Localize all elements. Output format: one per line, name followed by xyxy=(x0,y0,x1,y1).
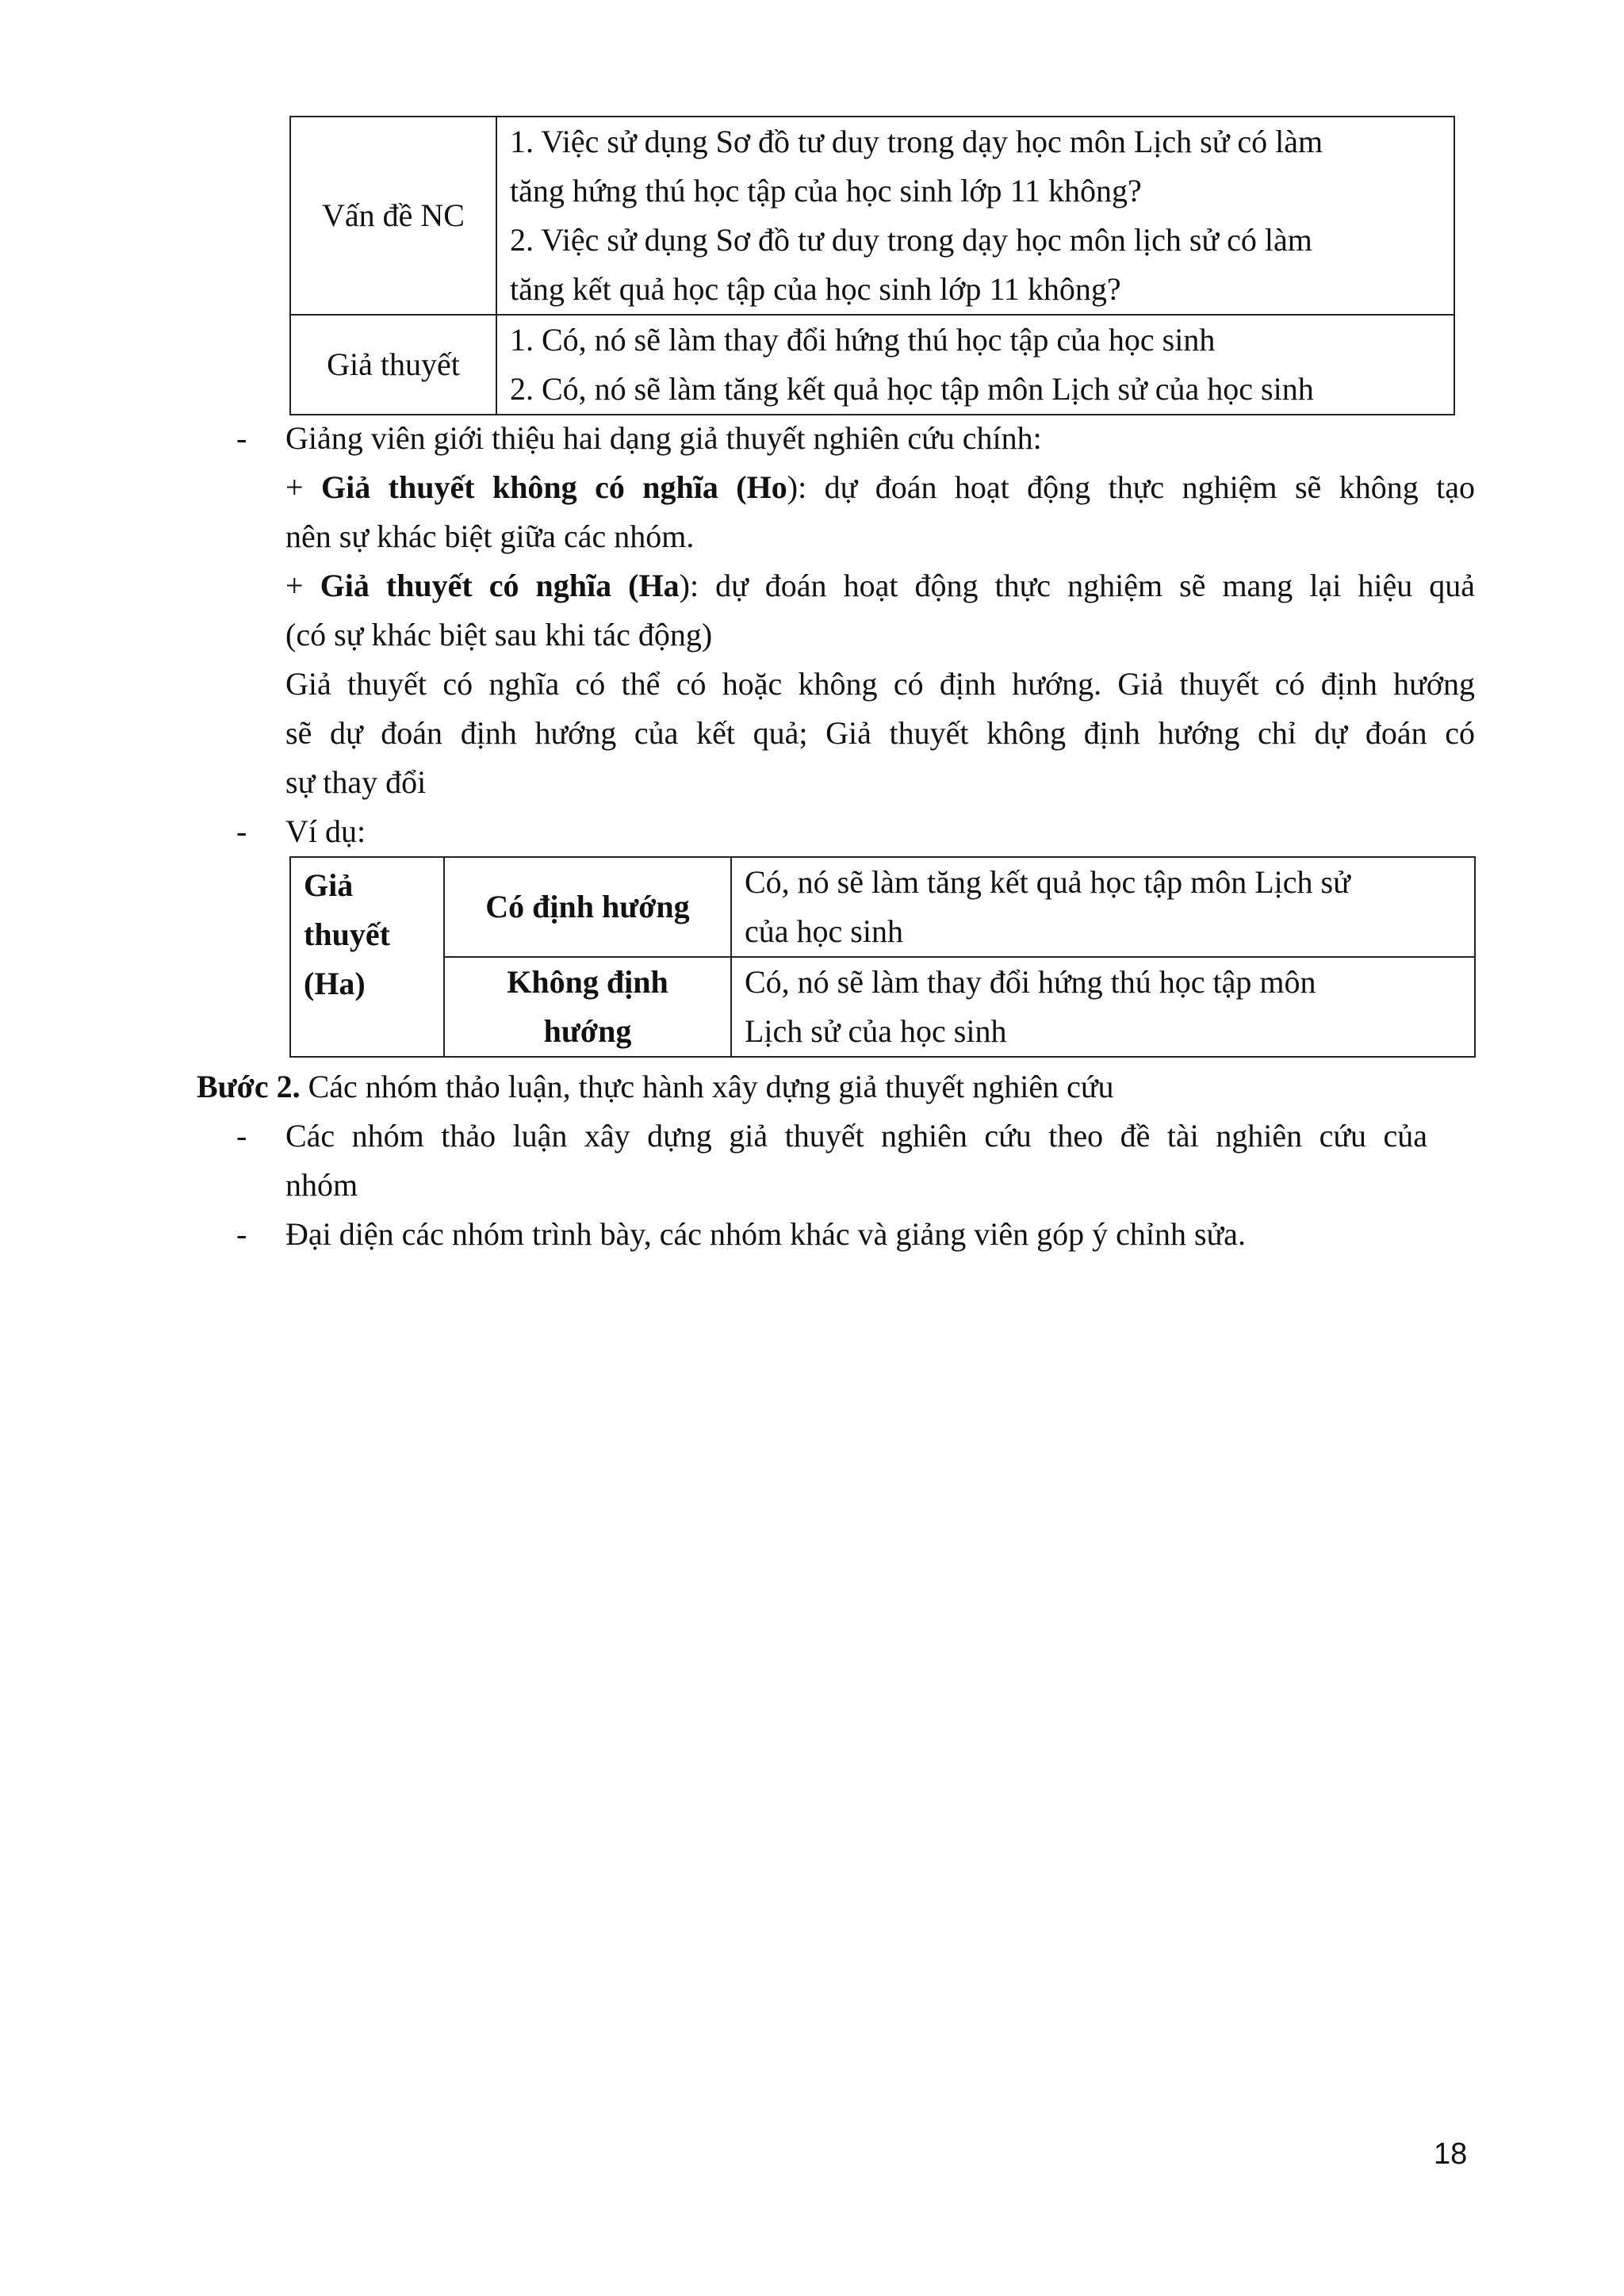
ha-line-1 xyxy=(285,561,1475,610)
bullet-dash: - xyxy=(236,1118,247,1154)
step-2-item-1-line-2: nhóm xyxy=(285,1167,358,1203)
text-line: của học sinh xyxy=(745,913,903,949)
step-2-title: Các nhóm thảo luận, thực hành xây dựng giả thuyết nghiên cứu xyxy=(300,1069,1114,1104)
text-line: Lịch sử của học sinh xyxy=(745,1013,1007,1049)
paragraph-line-1: Giả thuyết có nghĩa có thể có hoặc không có định hướng. Giả thuyết có định hướng xyxy=(285,666,1475,702)
text-line: Giả xyxy=(304,867,354,903)
step-2-heading xyxy=(197,1062,1114,1112)
step-2-item-1-line-1: Các nhóm thảo luận xây dựng giả thuyết nghiên cứu theo đề tài nghiên cứu của xyxy=(285,1118,1427,1154)
text-line: 1. Có, nó sẽ làm thay đổi hứng thú học tập của học sinh xyxy=(510,322,1216,358)
step-2-label: Bước 2. xyxy=(197,1069,301,1104)
hypothesis-content xyxy=(496,315,1454,415)
directional-type-cell xyxy=(444,857,731,957)
text-line: Có, nó sẽ làm thay đổi hứng thú học tập môn xyxy=(745,964,1316,1000)
directional-example-cell xyxy=(731,857,1475,957)
text-line: hướng xyxy=(543,1013,632,1049)
text-line: Không định xyxy=(507,964,668,1000)
non-directional-example-cell xyxy=(731,957,1475,1057)
research-problem-content xyxy=(496,117,1454,315)
row-label-research-problem: Vấn đề NC xyxy=(290,117,496,315)
ho-term: Giả thuyết không có nghĩa (Ho xyxy=(320,469,787,505)
ha-term: Giả thuyết có nghĩa (Ha xyxy=(320,568,680,603)
ha-definition: ): dự đoán hoạt động thực nghiệm sẽ mang lại hiệu quả xyxy=(679,568,1475,603)
table-row xyxy=(290,315,1454,415)
step-2-item-2: Đại diện các nhóm trình bày, các nhóm khác và giảng viên góp ý chỉnh sửa. xyxy=(285,1216,1246,1252)
text-line: tăng kết quả học tập của học sinh lớp 11 không? xyxy=(510,271,1121,307)
research-problem-table xyxy=(289,116,1455,415)
non-directional-type-cell xyxy=(444,957,731,1057)
ho-definition: ): dự đoán hoạt động thực nghiệm sẽ không tạo xyxy=(787,469,1475,505)
bullet-dash: - xyxy=(236,420,247,456)
intro-text: Giảng viên giới thiệu hai dạng giả thuyết nghiên cứu chính: xyxy=(285,420,1042,456)
text-line: tăng hứng thú học tập của học sinh lớp 11 không? xyxy=(510,173,1142,209)
text-line: thuyết xyxy=(304,916,390,952)
bullet-dash: - xyxy=(236,813,247,849)
table-row xyxy=(290,857,1475,957)
hypothesis-ha-cell xyxy=(290,857,444,1057)
ha-line-2: (có sự khác biệt sau khi tác động) xyxy=(285,617,713,652)
text-line: (Ha) xyxy=(304,966,366,1001)
text-line: 2. Việc sử dụng Sơ đồ tư duy trong dạy học môn lịch sử có làm xyxy=(510,222,1312,258)
bullet-dash: - xyxy=(236,1216,247,1252)
paragraph-line-2: sẽ dự đoán định hướng của kết quả; Giả thuyết không định hướng chỉ dự đoán có xyxy=(285,715,1475,751)
text-line: 1. Việc sử dụng Sơ đồ tư duy trong dạy học môn Lịch sử có làm xyxy=(510,124,1323,159)
page-number: 18 xyxy=(1434,2137,1468,2171)
plus-marker: + xyxy=(285,469,321,505)
row-label-hypothesis: Giả thuyết xyxy=(290,315,496,415)
hypothesis-example-table xyxy=(289,856,1476,1058)
text-line: Có, nó sẽ làm tăng kết quả học tập môn Lịch sử xyxy=(745,864,1350,900)
table-row xyxy=(290,957,1475,1057)
ho-line-2: nên sự khác biệt giữa các nhóm. xyxy=(285,519,695,554)
ho-line-1 xyxy=(285,463,1475,512)
table-row xyxy=(290,117,1454,315)
text-line: 2. Có, nó sẽ làm tăng kết quả học tập môn Lịch sử của học sinh xyxy=(510,371,1314,407)
text-line: Có định hướng xyxy=(485,889,690,924)
plus-marker: + xyxy=(285,568,320,603)
example-label: Ví dụ: xyxy=(285,813,366,849)
paragraph-line-3: sự thay đổi xyxy=(285,764,427,800)
